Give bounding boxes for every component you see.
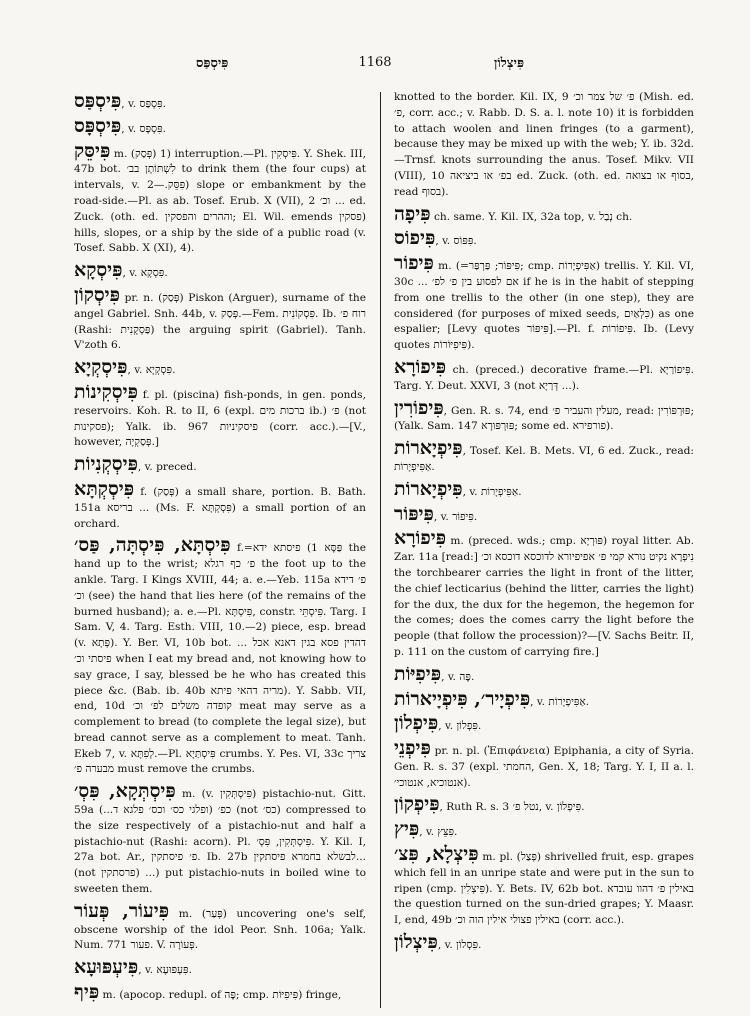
- entry-definition: m. (v. פִּיסְתְּקִין) pistachio-nut. Gitt. 59a כפ׳ (ופלגי כס׳ וכס׳ פלגא ד...) (not כס׳) compressed to the size respectively of a pistachio-nut and half a pistachio-nut (Rashi: acorn). Pl. פִּיסְתְּקִין, פִּסְ׳. Y. Kil. I, 27a bot. Ar., פ׳ פיסתקין. Ib. 27b לבשלא בחמרא פיסתקין... (not פרסתקין) ...) put pistachio-nuts in boiled wine to sweeten them.: [74, 788, 366, 896]
- entry-definition: m. (פְּסַק) 1) interruption.—Pl. פִּיסְקִין. Y. Shek. III, 47b bot. לִשְׁתּוֹתָן בב׳ to drink them (the four cups) at intervals, v. פִּסֵּק.—2) slope or embankment by the road-side.—Pl. as ab. Tosef. Erub. X (VII), 2 וכ׳ ... ed. Zuck. (oth. ed. וההרים והפסקין; El. Wil. emends פסקין) hills, slopes, or a ship by the side of a public road (v. Tosef. Sabb. X (XI), 4).: [74, 147, 366, 255]
- dictionary-entry: [394, 503, 694, 526]
- dictionary-entry: [74, 140, 366, 258]
- entry-definition: , v. פִּסְפָּס.: [121, 122, 167, 135]
- entry-headword: פִּיפוֹס: [394, 227, 436, 250]
- entry-headword: פִּיפְיָארוֹת: [394, 437, 463, 460]
- entry-definition: ch. (preced.) decorative frame.—Pl. פִּיפוֹרַיָא. Targ. Y. Deut. XXVI, 3 (not דְּרַיָא ...).: [394, 363, 694, 392]
- entry-headword: פִּיצְלָא, פִּצ׳: [394, 843, 479, 866]
- entry-headword: פִּיף: [74, 981, 100, 1004]
- dictionary-entry: [394, 252, 694, 354]
- dictionary-entry: [74, 259, 366, 282]
- dictionary-entry: [394, 931, 694, 954]
- entry-headword: פִּיסְתָּא, פִּיסְתָּה, פַּס׳: [74, 534, 231, 557]
- entry-definition: , v. preced.: [137, 461, 197, 474]
- column-divider: [380, 92, 381, 1008]
- entry-definition: , v. פִּסְקְיָא.: [127, 364, 176, 377]
- dictionary-entry: [394, 437, 694, 476]
- entry-definition: f. (פְּסַק) a small share, portion. B. Bath. 151a בריסא ... (Ms. F. פִּסְקְתָּא) a small portion of an orchard.: [74, 485, 366, 530]
- entry-headword: פִּיסְקִינוֹת: [74, 380, 138, 403]
- dictionary-entry: [394, 397, 694, 436]
- dictionary-entry: [74, 356, 366, 379]
- header-right-guideword: פִּיצְלוֹן: [494, 56, 525, 71]
- entry-definition: f. pl. (piscina) fish-ponds, in gen. ponds, reservoirs. Koh. R. to II, 6 (expl. ברכות מים ib.) פ׳ (not פסקינות); Yalk. ib. 967 פיסקיניות (corr. acc.).—[V., however, פְּסַקְיָה.]: [74, 388, 366, 449]
- entry-headword: פִּיפוֹרָא: [394, 527, 447, 550]
- entry-headword: פִּיפוֹרִין: [394, 396, 444, 419]
- dictionary-entry: [394, 843, 694, 929]
- dictionary-entry: [74, 284, 366, 354]
- entry-headword: פִּיסְקְתָּא: [74, 477, 135, 500]
- dictionary-entry: [394, 90, 694, 201]
- entry-headword: פִּיסְפַּס: [74, 90, 122, 112]
- dictionary-entry: [394, 227, 694, 250]
- dictionary-entry: [394, 527, 694, 660]
- dictionary-entry: [394, 688, 694, 711]
- entry-headword: פִּיסְקְיָא: [74, 356, 128, 379]
- dictionary-entry: [74, 90, 366, 113]
- dictionary-entry: [74, 115, 366, 138]
- entry-headword: פִּיפּוֹר: [394, 502, 434, 525]
- entry-headword: פִּיסְקָא: [74, 259, 123, 282]
- dictionary-entry: [394, 203, 694, 226]
- entry-headword: פִּיסְקוֹן: [74, 283, 120, 306]
- entry-definition: , v. פִּיפוֹר.: [433, 510, 478, 523]
- entry-headword: פִּיפוֹר: [394, 252, 434, 275]
- entry-definition: pr. n. (פְּסַק) Piskon (Arguer), surname of the angel Gabriel. Snh. 44b, v. פְּסַק.—Fem. פִּסְקוֹנִית. Ib. רוח פ׳ (Rashi: פַּסְקָנִית) the arguing spirit (Gabriel). Tanh. V'zoth 6.: [74, 291, 366, 352]
- dictionary-entry: [394, 478, 694, 501]
- dictionary-entry: [394, 737, 694, 791]
- entry-definition: m. pl. (פְּצַל) shrivelled fruit, esp. grapes which fell in an unripe state and were put in the sun to ripen (cmp. פִּיצְלִין). Y. Bets. IV, 62b bot. באילין פ׳ דהוו עובדא the question turned on the sun-dried grapes; Y. Maasr. I, end, 49b באילין פצולי אילין הוה וכ׳ (corr. acc.).: [394, 851, 694, 927]
- page-number: 1168: [358, 55, 392, 70]
- entry-headword: פִּיצְלוֹן: [394, 931, 438, 954]
- entry-definition: , Gen. R. s. 74, end מעלין והעביר פ׳, read: פּוּרְפּוֹרִין; (Yalk. Sam. 147 פּוּרְפּוּרָא; some ed. פורפירא).: [394, 404, 694, 433]
- dictionary-entry: [394, 818, 694, 841]
- entry-definition: , v. אַפִּיפְיָרוֹת.: [530, 695, 590, 708]
- entry-headword: פִּיפִיּוֹת: [394, 662, 442, 685]
- entry-headword: פִּיסֵּק: [74, 139, 111, 162]
- entry-headword: פִּיפוֹרָא: [394, 355, 447, 378]
- dictionary-entry: [74, 453, 366, 476]
- header-left-guideword: פִּיסְפַּס: [196, 56, 229, 71]
- entry-definition: f.=פַּסָּא 1) פיסתא ידא the hand up to the wrist; פ׳ כף רגלא the foot up to the ankle. Targ. I Kings XVIII, 44; a. e.—Yeb. 115a פ׳ דידא וכ׳ (see) the hand that lies here (of the remains of the burned husband); a. e.—Pl. פִּיסְתָּא, constr. פִּיסְתֵּי. Targ. I Sam. V, 4. Targ. Esth. VIII, 10.—2) piece, esp. bread (v. פְּתָא). Y. Ber. VI, 10b bot. ... דהדין פסא בגין דאנא אכל פיסתי וכ׳ when I eat my bread and, not knowing how to say grace, I say, blessed be he who has created this piece &c. (Bab. ib. 40b מריה דהאי פיתא). Y. Sabb. VII, end, 10d קופדה משלים לפ׳ וכ׳ meat may serve as a complement to bread (to complete the legal size), but bread cannot serve as a complement to meat. Tanh. Ekeb 7, v. לְפִתָּא.—Pl. פִּיסְתַּיָא crumbs. Y. Pes. VI, 33c צריך מבערה פ׳ must remove the crumbs.: [74, 542, 366, 776]
- entry-headword: פִּיץ: [394, 818, 420, 841]
- entry-definition: , v. אַפִּיפְיָרוֹת.: [462, 485, 522, 498]
- entry-definition: , v. פִּסְפַּס.: [121, 98, 167, 110]
- entry-definition: , v. פִּפְלוֹן.: [438, 720, 482, 733]
- entry-headword: פִּיעְפּוּעָא: [74, 956, 139, 979]
- entry-definition: , Tosef. Kel. B. Mets. VI, 6 ed. Zuck., read: אַפִּיפְיָרוֹת.: [394, 445, 694, 473]
- dictionary-entry: [74, 780, 366, 898]
- entry-definition: ch. same. Y. Kil. IX, 32a top, v. נְבַל ch.: [430, 210, 633, 223]
- entry-definition: m. (apocop. redupl. of פֶּה; cmp. פִּיפִיּוֹת) fringe,: [99, 989, 342, 1002]
- entry-definition: , v. פִּפּוֹס.: [435, 235, 477, 248]
- dictionary-entry: [74, 900, 366, 954]
- entry-headword: פִּיפְנֵי: [394, 737, 431, 760]
- entry-definition: m. (=פִּיפּוֹר; פַּרְפַּר; cmp. אַפִּיפְיָרוֹת) trellis. Y. Kil. VI, 30c ... אם לפסוע בין פ׳ לפ׳ if he is in the habit of stepping from one trellis to the other (in one step), they are considered (for purposes of mixed seeds, כִּלְאַיִם) as one espalier; [Levy quotes פִּיפּוֹר].—Pl. f. פִּיפוֹרוֹת. Ib. (Levy quotes פִּיפִיּוֹרוֹת).: [394, 260, 694, 352]
- entry-definition: , v. פִּסְלוֹן.: [437, 939, 482, 952]
- entry-headword: פִּיפָה: [394, 202, 431, 225]
- entry-headword: פִּיסְקְנִיוֹת: [74, 453, 138, 476]
- dictionary-entry: [74, 478, 366, 532]
- entry-definition: knotted to the border. Kil. IX, 9 פ׳ של צמר וכ׳ (Mish. ed. פ׳, corr. acc.; v. Rabb. D. S. a. l. note 10) it is forbidden to attach woolen and linen fringes (to a garment), because they may be mixed up with the web; Y. ib. 32d.—Trnsf. knots surrounding the anus. Tosef. Mikv. VII (VIII), 10 בפ׳ או ביציאה ed. Zuck. (oth. ed. בסוף או בצואה, read בסוף).: [394, 91, 694, 198]
- entry-headword: פִּיסְתְּקָא, פִּסְ׳: [74, 780, 176, 803]
- dictionary-entry: [394, 356, 694, 395]
- entry-headword: פִּיסְפָּס: [74, 114, 122, 137]
- dictionary-entry: [74, 981, 366, 1004]
- entry-headword: פִּיפְיָארוֹת: [394, 477, 463, 500]
- entry-definition: , v. פִּעְפּוּעָא.: [138, 964, 192, 977]
- entry-definition: , v. פִּסְקָא.: [122, 267, 168, 280]
- entry-definition: , Ruth R. s. 3 נטל פ׳, v. פִּיפְלוֹן.: [439, 801, 585, 814]
- entry-definition: m. (preced. wds.; cmp. פּוּרְיָא) royal litter. Ab. Zar. 11a [read:] נִיפְרָא נקיט נורא קמי פ׳ אפיפיורא לדוכסא דוכסא וכ׳ the torchbearer carries the light in front of the litter, the chief lecticarius (behind the litter, carries the light) for the dux, the dux for the hegemon, the hegemon for the comes; does the comes carry the light before the people (that follow the procession)?—[V. Sachs Beitr. II, p. 111 on the custom of carrying fire.]: [394, 535, 694, 658]
- entry-definition: m. (פְּעַר) uncovering one's self, obscene worship of the idol Peor. Snh. 106a; Yalk. Num. 771 פעור. V. פְּעוֹרָה.: [74, 907, 366, 952]
- right-column: [394, 90, 694, 1010]
- entry-definition: , v. פֶּה.: [441, 670, 475, 683]
- dictionary-entry: [394, 712, 694, 735]
- entry-headword: פִּיעוֹר, פְּעוֹר: [74, 899, 170, 922]
- entry-definition: pr. n. pl. (Ἐπιφάνεια) Epiphania, a city of Syria. Gen. R. s. 37 (expl. החמתי, Gen. X, 18; Targ. Y. I, II a. l. אנטוכיא, אנטוכי׳).: [394, 745, 694, 789]
- entry-headword: פִּיפְקוֹן: [394, 793, 440, 816]
- entry-headword: פִּיפְלוֹן: [394, 712, 439, 735]
- dictionary-entry: [74, 534, 366, 778]
- entry-definition: , v. פִּצֵּץ.: [419, 826, 458, 839]
- dictionary-entry: [74, 956, 366, 979]
- dictionary-entry: [394, 793, 694, 816]
- left-column: [74, 90, 366, 1010]
- dictionary-entry: [74, 381, 366, 451]
- entry-headword: פִּיפְיָיר׳, פִּיפְיָיארוֹת: [394, 687, 531, 710]
- dictionary-entry: [394, 663, 694, 686]
